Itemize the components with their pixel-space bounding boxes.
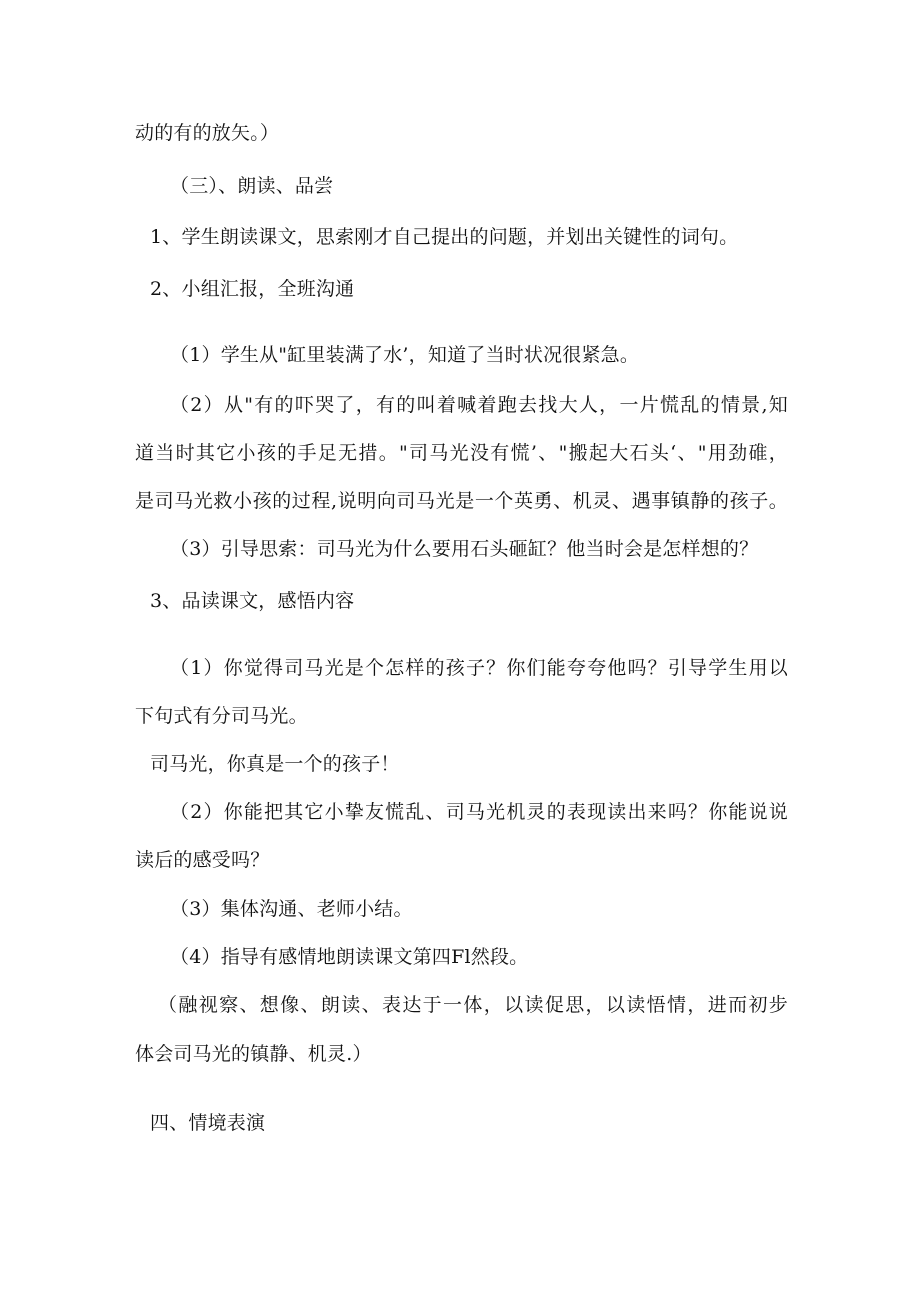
note-line-1: （融视察、想像、朗读、表达于一体，以读促思，以读悟情，进而初步 bbox=[158, 994, 788, 1016]
sentence-pattern: 司马光，你真是一个的孩子！ bbox=[150, 753, 400, 775]
item-3-2-line-1: （2）你能把其它小挚友慌乱、司马光机灵的表现读出来吗？你能说说 bbox=[170, 801, 788, 823]
item-3-1-line-1: （1）你觉得司马光是个怎样的孩子？你们能夸夸他吗？引导学生用以 bbox=[170, 657, 788, 679]
note-line-2: 体会司马光的镇静、机灵.） bbox=[135, 1043, 372, 1065]
item-2-2-line-3: 是司马光救小孩的过程,说明向司马光是一个英勇、机灵、遇事镇静的孩子。 bbox=[135, 490, 788, 512]
item-3-3: （3）集体沟通、老师小结。 bbox=[170, 898, 413, 920]
step-2: 2、小组汇报，全班沟通 bbox=[150, 278, 355, 300]
item-3-2-line-2: 读后的感受吗？ bbox=[135, 849, 270, 871]
item-2-2-line-2: 道当时其它小孩的手足无措。"司马光没有慌’、"搬起大石头‘、"用劲碓， bbox=[135, 442, 788, 464]
item-2-3: （3）引导思索：司马光为什么要用石头砸缸？他当时会是怎样想的？ bbox=[170, 538, 759, 560]
item-3-1-line-2: 下句式有分司马光。 bbox=[135, 705, 308, 727]
item-3-4: （4）指导有感情地朗读课文第四Fl然段。 bbox=[170, 946, 529, 968]
step-3: 3、品读课文，感悟内容 bbox=[150, 590, 355, 612]
section-heading-performance: 四、情境表演 bbox=[150, 1112, 266, 1134]
text-line-1: 动的有的放矢。） bbox=[135, 122, 280, 144]
item-2-1: （1）学生从"缸里装满了水’，知道了当时状况很紧急。 bbox=[170, 344, 640, 366]
step-1: 1、学生朗读课文，思索刚才自己提出的问题，并划出关键性的词句。 bbox=[150, 226, 739, 248]
item-2-2-line-1: （2）从"有的吓哭了，有的叫着喊着跑去找大人，一片慌乱的情景,知 bbox=[170, 394, 788, 416]
section-heading-reading: （三）、朗读、品尝 bbox=[170, 175, 334, 197]
